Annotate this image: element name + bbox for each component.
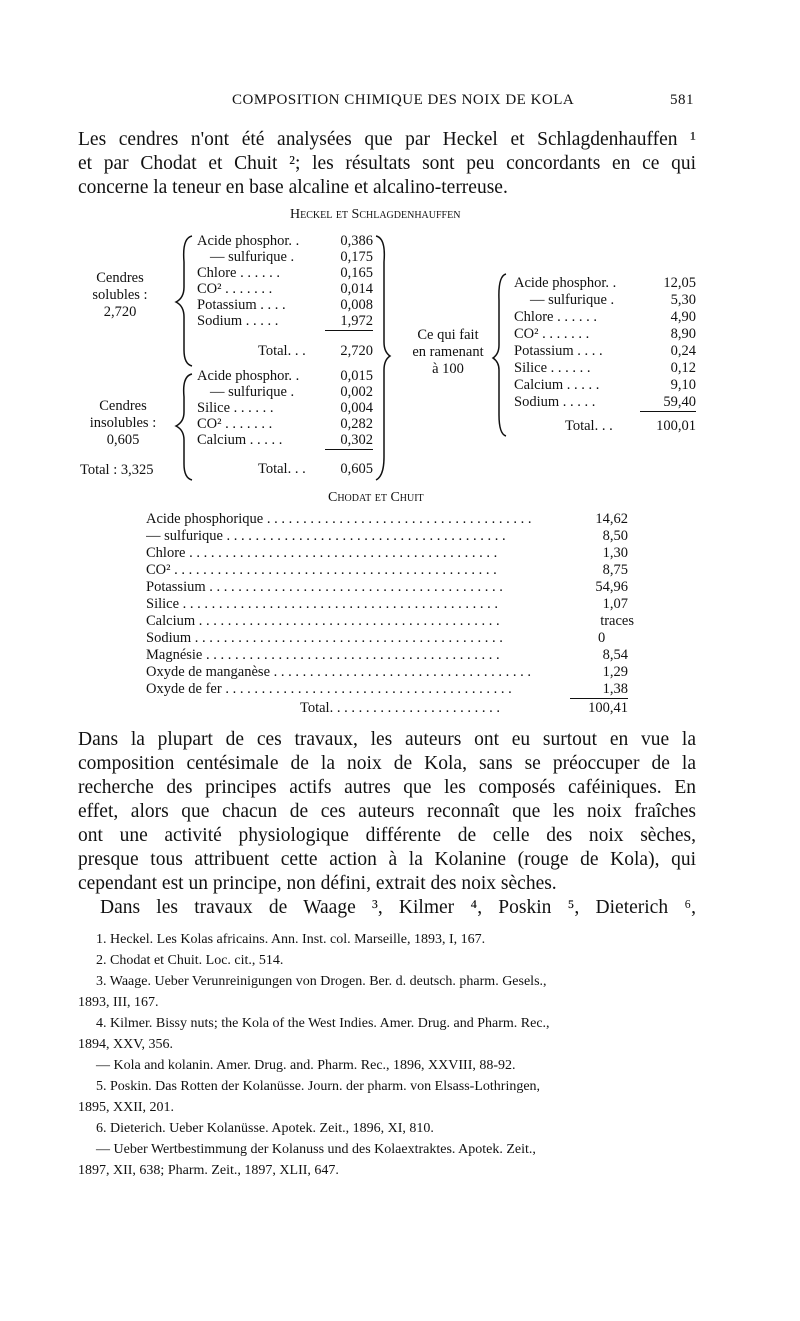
ramenant-total-name: Total. . .: [565, 418, 613, 434]
solubles-row-value: 1,972: [325, 313, 373, 331]
chodat-row-name: Calcium . . . . . . . . . . . . . . . . . . . . . . . . . . . . . . . . . . . . . . . . . .: [146, 613, 500, 629]
chodat-row-value: 8,50: [602, 528, 628, 544]
insolubles-row-value: 0,002: [340, 384, 373, 400]
solubles-row-value: 0,165: [340, 265, 373, 281]
solubles-row-name: — sulfurique .: [210, 249, 295, 265]
solubles-row-value: 0,175: [340, 249, 373, 265]
ramenant-row-name: Sodium . . . . .: [514, 394, 596, 410]
footnote-line: 5. Poskin. Das Rotten der Kolanüsse. Journ. der pharm. von Elsass-Lothringen,: [96, 1079, 541, 1094]
body-line: recherche des principes actifs autres que les composés caféiniques. En: [78, 777, 696, 798]
ramenant-row-value: 9,10: [670, 377, 696, 393]
ramenant-row-name: Acide phosphor. .: [514, 275, 617, 291]
ramenant-row-value: 59,40: [640, 394, 696, 412]
solubles-total-name: Total. . .: [258, 343, 306, 359]
solubles-row-name: Acide phosphor. .: [197, 233, 300, 249]
chodat-row-value: traces: [600, 613, 634, 629]
footnote-line: 1895, XXII, 201.: [78, 1100, 175, 1115]
insolubles-row-value: 0,004: [340, 400, 373, 416]
body-line: presque tous attribuent cette action à la Kolanine (rouge de Kola), qui: [78, 849, 696, 870]
solubles-row-name: Potassium . . . .: [197, 297, 286, 313]
heckel-total-label: Total : 3,325: [80, 462, 154, 478]
chodat-row-name: Chlore . . . . . . . . . . . . . . . . . . . . . . . . . . . . . . . . . . . . . . . . . . .: [146, 545, 498, 561]
ramenant-row-name: Potassium . . . .: [514, 343, 603, 359]
insolubles-row-name: CO² . . . . . . .: [197, 416, 273, 432]
page-number: 581: [670, 92, 694, 108]
insolubles-row-name: Silice . . . . . .: [197, 400, 274, 416]
footnote-line: 4. Kilmer. Bissy nuts; the Kola of the West Indies. Amer. Drug. and Pharm. Rec.,: [96, 1016, 550, 1031]
running-title: COMPOSITION CHIMIQUE DES NOIX DE KOLA: [232, 92, 575, 108]
ramenant-row-value: 0,24: [670, 343, 696, 359]
footnote-line: 1897, XII, 638; Pharm. Zeit., 1897, XLII, 647.: [78, 1163, 339, 1178]
solubles-total-value: 2,720: [340, 343, 373, 359]
solubles-row-value: 0,014: [340, 281, 373, 297]
ramenant-row-name: Calcium . . . . .: [514, 377, 600, 393]
insolubles-row-name: Acide phosphor. .: [197, 368, 300, 384]
footnote-line: 2. Chodat et Chuit. Loc. cit., 514.: [96, 953, 284, 968]
heckel-table-title: Heckel et Schlagdenhauffen: [290, 207, 461, 222]
body-line: effet, alors que chacun de ces auteurs reconnaît que les noix fraîches: [78, 801, 696, 822]
ramenant-row-value: 8,90: [670, 326, 696, 342]
chodat-row-value: 0: [598, 630, 606, 646]
chodat-row-name: Oxyde de manganèse . . . . . . . . . . . . . . . . . . . . . . . . . . . . . . . . . . . .: [146, 664, 532, 680]
solubles-label: Cendres solubles : 2,720: [92, 270, 148, 320]
body-paragraph: [78, 728, 696, 920]
intro-paragraph: [78, 128, 696, 200]
ramenant-row-name: CO² . . . . . . .: [514, 326, 590, 342]
insolubles-row-value: 0,282: [340, 416, 373, 432]
ramenant-row-value: 5,30: [670, 292, 696, 308]
footnote-line: 1. Heckel. Les Kolas africains. Ann. Inst. col. Marseille, 1893, I, 167.: [96, 932, 486, 947]
footnote-line: — Ueber Wertbestimmung der Kolanuss und des Kolaextraktes. Apotek. Zeit.,: [96, 1142, 536, 1157]
solubles-row-name: Chlore . . . . . .: [197, 265, 280, 281]
body-line: ont une activité physiologique différente de celle des noix sèches,: [78, 825, 696, 846]
intro-line: Les cendres n'ont été analysées que par Heckel et Schlagdenhauffen ¹: [78, 129, 696, 150]
intro-line: et par Chodat et Chuit ²; les résultats sont peu concordants en ce qui: [78, 153, 696, 174]
chodat-row-value: 8,75: [602, 562, 628, 578]
chodat-row-value: 1,29: [602, 664, 628, 680]
right-brace: [372, 232, 392, 482]
ramenant-row-value: 12,05: [663, 275, 696, 291]
chodat-total-value: 100,41: [588, 700, 628, 716]
ramenant-row-value: 4,90: [670, 309, 696, 325]
ramenant-row-value: 0,12: [670, 360, 696, 376]
ramenant-row-name: Chlore . . . . . .: [514, 309, 597, 325]
footnotes: [78, 929, 696, 1181]
chodat-total-name: Total. . . . . . . . . . . . . . . . . . . . . . . .: [300, 700, 500, 716]
chodat-row-name: Potassium . . . . . . . . . . . . . . . . . . . . . . . . . . . . . . . . . . . . . . . . .: [146, 579, 503, 595]
ramenant-row-name: — sulfurique .: [530, 292, 615, 308]
footnote-line: 1893, III, 167.: [78, 995, 159, 1010]
chodat-row-name: — sulfurique . . . . . . . . . . . . . . . . . . . . . . . . . . . . . . . . . . . . . . .: [146, 528, 506, 544]
chodat-row-name: Silice . . . . . . . . . . . . . . . . . . . . . . . . . . . . . . . . . . . . . . . . . . . .: [146, 596, 499, 612]
insolubles-label: Cendres insolubles : 0,605: [89, 398, 157, 448]
solubles-row-name: Sodium . . . . .: [197, 313, 279, 329]
chodat-row-value: 1,07: [602, 596, 628, 612]
footnote-line: 3. Waage. Ueber Verunreinigungen von Drogen. Ber. d. deutsch. pharm. Gesels.,: [96, 974, 547, 989]
insolubles-row-value: 0,302: [325, 432, 373, 450]
solubles-row-value: 0,008: [340, 297, 373, 313]
solubles-row-name: CO² . . . . . . .: [197, 281, 273, 297]
left-braces: [170, 232, 200, 482]
chodat-row-value: 1,38: [570, 681, 628, 699]
chodat-row-name: Oxyde de fer . . . . . . . . . . . . . . . . . . . . . . . . . . . . . . . . . . . . . . . .: [146, 681, 512, 697]
chodat-row-name: Sodium . . . . . . . . . . . . . . . . . . . . . . . . . . . . . . . . . . . . . . . . . . .: [146, 630, 503, 646]
ramenant-total-value: 100,01: [656, 418, 696, 434]
insolubles-total-name: Total. . .: [258, 461, 306, 477]
chodat-row-name: Magnésie . . . . . . . . . . . . . . . . . . . . . . . . . . . . . . . . . . . . . . . . .: [146, 647, 500, 663]
insolubles-total-value: 0,605: [340, 461, 373, 477]
footnote-line: — Kola and kolanin. Amer. Drug. and. Pharm. Rec., 1896, XXVIII, 88-92.: [96, 1058, 516, 1073]
body-line: composition centésimale de la noix de Kola, sans se préoccuper de la: [78, 753, 696, 774]
chodat-row-value: 8,54: [602, 647, 628, 663]
body-line: cependant est un principe, non défini, extrait des noix sèches.: [78, 873, 557, 894]
chodat-row-name: Acide phosphorique . . . . . . . . . . . . . . . . . . . . . . . . . . . . . . . . . . . . .: [146, 511, 532, 527]
insolubles-row-value: 0,015: [340, 368, 373, 384]
solubles-row-value: 0,386: [340, 233, 373, 249]
footnote-line: 1894, XXV, 356.: [78, 1037, 174, 1052]
chodat-row-value: 1,30: [602, 545, 628, 561]
chodat-row-value: 54,96: [595, 579, 628, 595]
chodat-table-title: Chodat et Chuit: [328, 490, 424, 505]
chodat-row-name: CO² . . . . . . . . . . . . . . . . . . . . . . . . . . . . . . . . . . . . . . . . . . . . .: [146, 562, 497, 578]
footnote-line: 6. Dieterich. Ueber Kolanüsse. Apotek. Zeit., 1896, XI, 810.: [96, 1121, 434, 1136]
insolubles-row-name: — sulfurique .: [210, 384, 295, 400]
body-line: Dans les travaux de Waage ³, Kilmer ⁴, Poskin ⁵, Dieterich ⁶,: [100, 897, 696, 918]
body-line: Dans la plupart de ces travaux, les auteurs ont eu surtout en vue la: [78, 729, 696, 750]
ramenant-row-name: Silice . . . . . .: [514, 360, 591, 376]
chodat-row-value: 14,62: [595, 511, 628, 527]
intro-line: concerne la teneur en base alcaline et alcalino-terreuse.: [78, 177, 508, 198]
ramenant-label: Ce qui fait en ramenant à 100: [412, 327, 484, 377]
insolubles-row-name: Calcium . . . . .: [197, 432, 283, 448]
